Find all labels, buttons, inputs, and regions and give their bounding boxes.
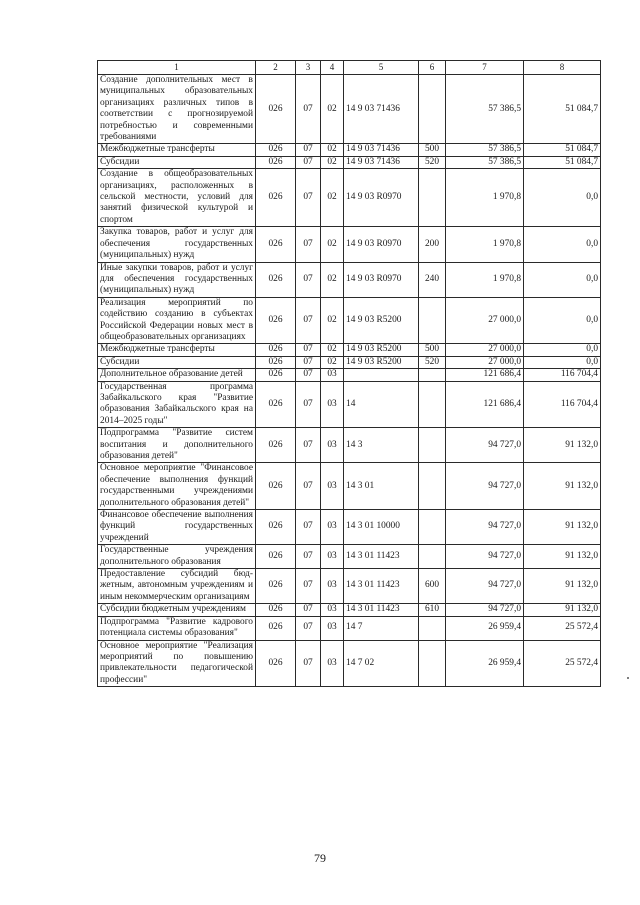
cell-subsection: 02 [321, 297, 344, 344]
cell-ministry-code: 026 [256, 156, 296, 168]
cell-section: 07 [296, 75, 321, 144]
cell-amount-year2: 91 132,0 [524, 428, 601, 463]
cell-expense-type [419, 510, 446, 545]
cell-amount-year1: 121 686,4 [446, 381, 524, 428]
cell-expense-type [419, 616, 446, 640]
cell-target-article [344, 369, 419, 381]
cell-expense-type [419, 463, 446, 510]
row-name: Субсидии бюджетным учреждениям [98, 604, 256, 616]
cell-subsection: 03 [321, 463, 344, 510]
cell-ministry-code: 026 [256, 640, 296, 687]
cell-amount-year1: 57 386,5 [446, 144, 524, 156]
cell-amount-year1: 26 959,4 [446, 616, 524, 640]
cell-target-article: 14 3 01 11423 [344, 604, 419, 616]
cell-section: 07 [296, 640, 321, 687]
cell-subsection: 03 [321, 604, 344, 616]
cell-subsection: 03 [321, 381, 344, 428]
table-row [98, 428, 601, 463]
cell-target-article: 14 3 01 [344, 463, 419, 510]
cell-target-article: 14 7 02 [344, 640, 419, 687]
cell-amount-year2: 116 704,4 [524, 369, 601, 381]
cell-ministry-code: 026 [256, 297, 296, 344]
cell-amount-year2: 91 132,0 [524, 463, 601, 510]
cell-expense-type [419, 428, 446, 463]
row-name: Дополнительное образование детей [98, 369, 256, 381]
cell-section: 07 [296, 369, 321, 381]
cell-subsection: 02 [321, 169, 344, 227]
cell-amount-year1: 27 000,0 [446, 344, 524, 356]
cell-expense-type [419, 545, 446, 569]
cell-section: 07 [296, 169, 321, 227]
cell-amount-year2: 51 084,7 [524, 156, 601, 168]
cell-ministry-code: 026 [256, 262, 296, 297]
cell-ministry-code: 026 [256, 616, 296, 640]
table-row [98, 369, 601, 381]
cell-ministry-code: 026 [256, 169, 296, 227]
cell-amount-year2: 0,0 [524, 344, 601, 356]
cell-expense-type [419, 169, 446, 227]
column-header: 6 [419, 61, 446, 75]
table-row [98, 381, 601, 428]
cell-amount-year2: 0,0 [524, 297, 601, 344]
cell-target-article: 14 7 [344, 616, 419, 640]
cell-expense-type: 520 [419, 356, 446, 368]
cell-section: 07 [296, 381, 321, 428]
cell-ministry-code: 026 [256, 569, 296, 604]
cell-expense-type: 520 [419, 156, 446, 168]
cell-target-article: 14 9 03 71436 [344, 156, 419, 168]
cell-amount-year2: 25 572,4 [524, 640, 601, 687]
table-row [98, 463, 601, 510]
column-header: 2 [256, 61, 296, 75]
cell-target-article: 14 3 01 11423 [344, 545, 419, 569]
cell-target-article: 14 3 01 10000 [344, 510, 419, 545]
table-header-row [98, 61, 601, 75]
cell-amount-year2: 25 572,4 [524, 616, 601, 640]
cell-expense-type: 500 [419, 144, 446, 156]
cell-amount-year1: 94 727,0 [446, 545, 524, 569]
cell-ministry-code: 026 [256, 381, 296, 428]
cell-subsection: 03 [321, 369, 344, 381]
cell-amount-year1: 1 970,8 [446, 169, 524, 227]
cell-expense-type: 610 [419, 604, 446, 616]
cell-ministry-code: 026 [256, 428, 296, 463]
table-row [98, 356, 601, 368]
cell-amount-year2: 91 132,0 [524, 569, 601, 604]
row-name: Субсидии [98, 156, 256, 168]
cell-expense-type [419, 297, 446, 344]
cell-section: 07 [296, 156, 321, 168]
cell-subsection: 02 [321, 144, 344, 156]
table-row [98, 545, 601, 569]
cell-subsection: 03 [321, 510, 344, 545]
cell-amount-year1: 27 000,0 [446, 297, 524, 344]
row-name: Подпрограмма "Развитие кадрового потенциала системы образования" [98, 616, 256, 640]
row-name: Закупка товаров, работ и услуг для обеспечения государственных (муниципальных) нужд [98, 227, 256, 262]
table-row [98, 604, 601, 616]
table-row [98, 75, 601, 144]
column-header: 7 [446, 61, 524, 75]
cell-amount-year2: 91 132,0 [524, 545, 601, 569]
table-body [98, 75, 601, 687]
cell-amount-year1: 94 727,0 [446, 428, 524, 463]
cell-amount-year1: 94 727,0 [446, 604, 524, 616]
cell-ministry-code: 026 [256, 75, 296, 144]
cell-ministry-code: 026 [256, 604, 296, 616]
page-number: 79 [314, 851, 326, 865]
cell-subsection: 02 [321, 262, 344, 297]
budget-table [97, 60, 601, 687]
cell-amount-year1: 1 970,8 [446, 227, 524, 262]
row-name: Межбюджетные трансферты [98, 144, 256, 156]
cell-section: 07 [296, 344, 321, 356]
cell-target-article: 14 9 03 R0970 [344, 227, 419, 262]
cell-amount-year2: 91 132,0 [524, 604, 601, 616]
row-name: Финансовое обеспечение выполнения функций государственных учреждений [98, 510, 256, 545]
row-name: Создание в общеобразовательных организациях, расположенных в сельской местности, условий для занятий физической культурой и спортом [98, 169, 256, 227]
row-name: Основное мероприятие "Финансовое обеспечение выполнения функций государственными учреждениями дополнительного образования детей" [98, 463, 256, 510]
cell-section: 07 [296, 144, 321, 156]
cell-section: 07 [296, 428, 321, 463]
cell-section: 07 [296, 569, 321, 604]
row-name: Основное мероприятие "Реализация мероприятий по повышению привлекательности педагогической профессии" [98, 640, 256, 687]
cell-section: 07 [296, 227, 321, 262]
row-name: Государственные учреждения дополнительного образования [98, 545, 256, 569]
cell-amount-year1: 57 386,5 [446, 75, 524, 144]
table-row [98, 297, 601, 344]
cell-amount-year1: 94 727,0 [446, 569, 524, 604]
cell-subsection: 02 [321, 227, 344, 262]
cell-amount-year1: 94 727,0 [446, 510, 524, 545]
cell-ministry-code: 026 [256, 344, 296, 356]
table-row [98, 569, 601, 604]
cell-target-article: 14 9 03 R5200 [344, 344, 419, 356]
cell-target-article: 14 [344, 381, 419, 428]
column-header: 3 [296, 61, 321, 75]
cell-amount-year1: 1 970,8 [446, 262, 524, 297]
cell-subsection: 02 [321, 356, 344, 368]
cell-subsection: 03 [321, 640, 344, 687]
cell-section: 07 [296, 356, 321, 368]
cell-subsection: 02 [321, 156, 344, 168]
cell-amount-year1: 121 686,4 [446, 369, 524, 381]
cell-ministry-code: 026 [256, 545, 296, 569]
cell-section: 07 [296, 616, 321, 640]
cell-target-article: 14 9 03 R5200 [344, 297, 419, 344]
cell-ministry-code: 026 [256, 144, 296, 156]
cell-ministry-code: 026 [256, 510, 296, 545]
cell-amount-year1: 27 000,0 [446, 356, 524, 368]
cell-target-article: 14 9 03 R5200 [344, 356, 419, 368]
cell-section: 07 [296, 510, 321, 545]
row-name: Подпрограмма "Развитие систем воспитания и дополнительного образования детей" [98, 428, 256, 463]
cell-amount-year2: 0,0 [524, 227, 601, 262]
cell-amount-year2: 0,0 [524, 356, 601, 368]
cell-subsection: 03 [321, 616, 344, 640]
cell-expense-type [419, 640, 446, 687]
row-name: Иные закупки товаров, работ и услуг для обеспечения государственных (муниципальных) нужд [98, 262, 256, 297]
row-name: Предоставление субсидий бюджетным, автономным учреждениям и иным некоммерческим организациям [98, 569, 256, 604]
cell-expense-type: 200 [419, 227, 446, 262]
row-name: Субсидии [98, 356, 256, 368]
table-row [98, 262, 601, 297]
cell-expense-type [419, 75, 446, 144]
table-row [98, 510, 601, 545]
cell-subsection: 03 [321, 545, 344, 569]
column-header: 8 [524, 61, 601, 75]
column-header: 5 [344, 61, 419, 75]
cell-expense-type [419, 381, 446, 428]
cell-subsection: 03 [321, 428, 344, 463]
table-row [98, 227, 601, 262]
cell-expense-type [419, 369, 446, 381]
cell-subsection: 03 [321, 569, 344, 604]
cell-amount-year2: 51 084,7 [524, 75, 601, 144]
cell-section: 07 [296, 262, 321, 297]
cell-amount-year1: 94 727,0 [446, 463, 524, 510]
row-name: Реализация мероприятий по содействию созданию в субъектах Российской Федерации новых мест в общеобразовательных организациях [98, 297, 256, 344]
cell-target-article: 14 9 03 R0970 [344, 169, 419, 227]
cell-ministry-code: 026 [256, 369, 296, 381]
table-row [98, 616, 601, 640]
row-name: Государственная программа Забайкальского края "Развитие образования Забайкальского края на 2014–2025 годы" [98, 381, 256, 428]
cell-expense-type: 500 [419, 344, 446, 356]
cell-section: 07 [296, 545, 321, 569]
column-header: 1 [98, 61, 256, 75]
cell-amount-year1: 26 959,4 [446, 640, 524, 687]
table-row [98, 156, 601, 168]
cell-section: 07 [296, 604, 321, 616]
cell-subsection: 02 [321, 344, 344, 356]
cell-ministry-code: 026 [256, 227, 296, 262]
table-row [98, 344, 601, 356]
cell-expense-type: 600 [419, 569, 446, 604]
cell-expense-type: 240 [419, 262, 446, 297]
table-row [98, 640, 601, 687]
scan-speck [627, 677, 629, 679]
cell-target-article: 14 9 03 R0970 [344, 262, 419, 297]
cell-amount-year2: 0,0 [524, 262, 601, 297]
table-row [98, 144, 601, 156]
cell-target-article: 14 9 03 71436 [344, 75, 419, 144]
table-row [98, 169, 601, 227]
cell-ministry-code: 026 [256, 356, 296, 368]
column-header: 4 [321, 61, 344, 75]
cell-amount-year2: 116 704,4 [524, 381, 601, 428]
cell-target-article: 14 3 01 11423 [344, 569, 419, 604]
row-name: Создание дополнительных мест в муниципальных образовательных организациях различных типов в соответствии с прогнозируемой потребностью и современными требованиями [98, 75, 256, 144]
cell-target-article: 14 9 03 71436 [344, 144, 419, 156]
cell-amount-year2: 51 084,7 [524, 144, 601, 156]
row-name: Межбюджетные трансферты [98, 344, 256, 356]
cell-subsection: 02 [321, 75, 344, 144]
cell-ministry-code: 026 [256, 463, 296, 510]
cell-section: 07 [296, 297, 321, 344]
cell-amount-year1: 57 386,5 [446, 156, 524, 168]
cell-amount-year2: 0,0 [524, 169, 601, 227]
cell-section: 07 [296, 463, 321, 510]
cell-target-article: 14 3 [344, 428, 419, 463]
cell-amount-year2: 91 132,0 [524, 510, 601, 545]
